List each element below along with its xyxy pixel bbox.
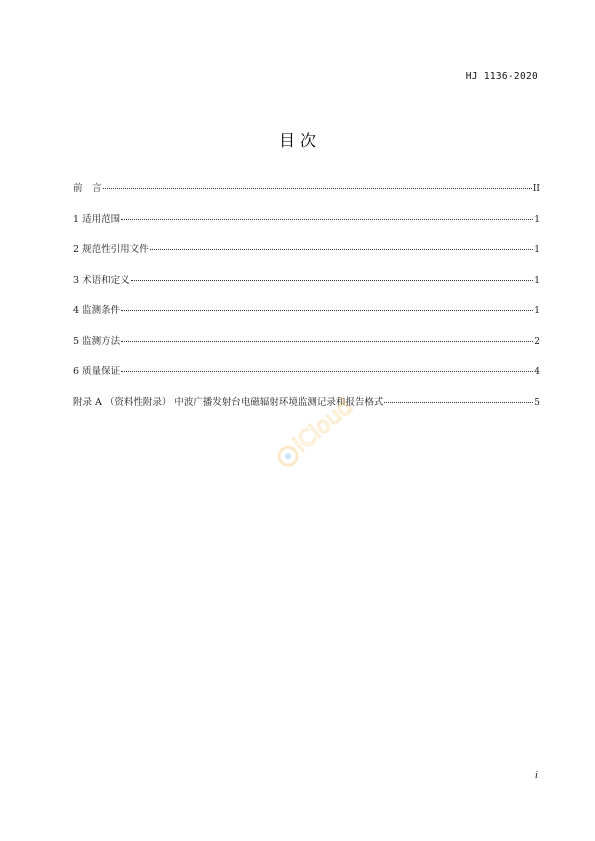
watermark-text: iCloud [288,394,358,458]
toc-entry-monitoring-methods[interactable] [73,336,540,367]
toc-leader-dots [150,249,534,250]
toc-entry-normative-references[interactable] [73,244,540,275]
toc-entry-page: 1 [534,306,540,316]
toc-entry-page: II [532,184,540,194]
toc-leader-dots [131,280,534,281]
toc-entry-page: 1 [534,275,540,286]
toc-leader-dots [121,310,533,311]
toc-leader-dots [121,341,533,342]
toc-entry-page: 2 [534,336,540,347]
table-of-contents [73,183,540,427]
toc-entry-monitoring-conditions[interactable] [73,305,540,336]
toc-entry-label: 2 规范性引用文件 [73,244,149,255]
page-title: 目 次 [278,131,317,150]
toc-entry-label: 4 监测条件 [73,305,121,316]
toc-entry-scope[interactable] [73,214,540,245]
toc-entry-page: 1 [534,214,540,225]
toc-entry-quality-assurance[interactable] [73,366,540,397]
toc-entry-page: 1 [534,245,540,255]
toc-entry-page: 4 [534,367,540,377]
page-number: i [534,770,538,781]
toc-entry-label: 附录 A （资料性附录） 中波广播发射台电磁辐射环境监测记录和报告格式 [73,396,384,408]
toc-leader-dots [103,188,532,189]
toc-entry-label: 6 质量保证 [73,366,121,377]
toc-entry-label: 前 言 [73,183,102,194]
toc-leader-dots [384,402,533,403]
toc-entry-label: 5 监测方法 [73,335,121,347]
toc-entry-terms-definitions[interactable] [73,275,540,306]
toc-entry-label: 3 术语和定义 [73,274,130,286]
toc-entry-appendix-a[interactable] [73,397,540,428]
toc-leader-dots [121,371,533,372]
toc-entry-label: 1 适用范围 [73,213,121,225]
toc-entry-foreword[interactable] [73,183,540,214]
document-code: HJ 1136-2020 [465,71,538,82]
toc-entry-page: 5 [534,397,540,408]
toc-leader-dots [121,219,533,220]
